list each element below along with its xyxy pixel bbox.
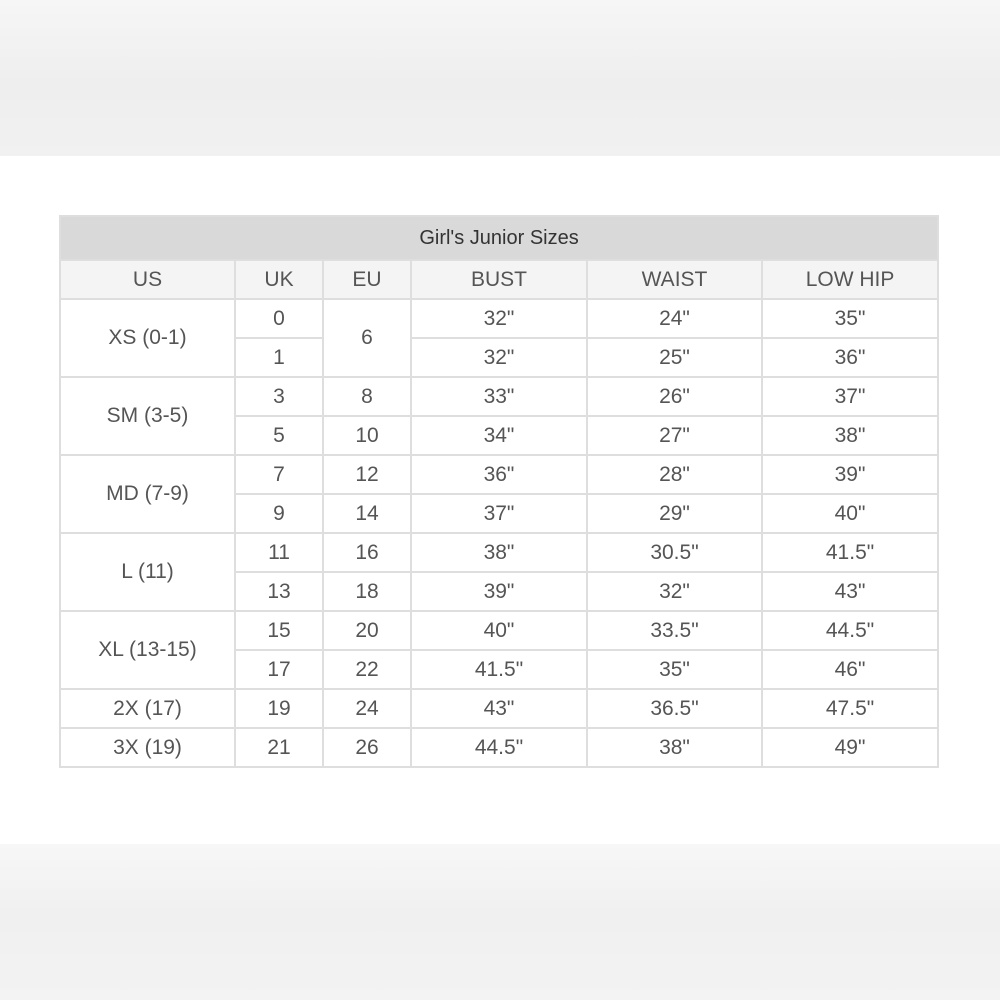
cell-uk: 7 — [235, 455, 323, 494]
cell-uk: 9 — [235, 494, 323, 533]
cell-eu: 24 — [323, 689, 411, 728]
cell-bust: 37" — [411, 494, 587, 533]
cell-eu: 10 — [323, 416, 411, 455]
table-title: Girl's Junior Sizes — [60, 216, 938, 260]
table-row — [60, 611, 938, 650]
cell-low-hip: 44.5" — [762, 611, 938, 650]
cell-waist: 38" — [587, 728, 762, 767]
cell-us: MD (7-9) — [60, 455, 235, 533]
cell-waist: 26" — [587, 377, 762, 416]
cell-us: 3X (19) — [60, 728, 235, 767]
table-title-row — [60, 216, 938, 260]
cell-uk: 15 — [235, 611, 323, 650]
table-row — [60, 533, 938, 572]
header-uk: UK — [235, 260, 323, 299]
header-us: US — [60, 260, 235, 299]
cell-bust: 43" — [411, 689, 587, 728]
cell-uk: 5 — [235, 416, 323, 455]
cell-bust: 34" — [411, 416, 587, 455]
cell-bust: 32" — [411, 299, 587, 338]
table-row — [60, 299, 938, 338]
cell-waist: 24" — [587, 299, 762, 338]
cell-low-hip: 39" — [762, 455, 938, 494]
cell-us: XS (0-1) — [60, 299, 235, 377]
cell-low-hip: 35" — [762, 299, 938, 338]
table-row — [60, 689, 938, 728]
cell-uk: 21 — [235, 728, 323, 767]
cell-bust: 32" — [411, 338, 587, 377]
cell-waist: 32" — [587, 572, 762, 611]
size-chart-table — [59, 215, 939, 768]
cell-bust: 39" — [411, 572, 587, 611]
header-bust: BUST — [411, 260, 587, 299]
cell-waist: 28" — [587, 455, 762, 494]
cell-waist: 25" — [587, 338, 762, 377]
cell-waist: 27" — [587, 416, 762, 455]
cell-us: SM (3-5) — [60, 377, 235, 455]
table-header-row — [60, 260, 938, 299]
header-low-hip: LOW HIP — [762, 260, 938, 299]
cell-uk: 13 — [235, 572, 323, 611]
cell-eu: 14 — [323, 494, 411, 533]
cell-eu: 22 — [323, 650, 411, 689]
table-row — [60, 455, 938, 494]
bottom-background-band — [0, 844, 1000, 1000]
cell-low-hip: 47.5" — [762, 689, 938, 728]
table-row — [60, 377, 938, 416]
table-row — [60, 728, 938, 767]
cell-us: XL (13-15) — [60, 611, 235, 689]
cell-low-hip: 40" — [762, 494, 938, 533]
cell-low-hip: 38" — [762, 416, 938, 455]
cell-waist: 29" — [587, 494, 762, 533]
cell-low-hip: 49" — [762, 728, 938, 767]
cell-uk: 0 — [235, 299, 323, 338]
header-waist: WAIST — [587, 260, 762, 299]
cell-low-hip: 37" — [762, 377, 938, 416]
cell-us: L (11) — [60, 533, 235, 611]
cell-low-hip: 36" — [762, 338, 938, 377]
cell-eu: 20 — [323, 611, 411, 650]
cell-uk: 1 — [235, 338, 323, 377]
cell-waist: 33.5" — [587, 611, 762, 650]
cell-waist: 36.5" — [587, 689, 762, 728]
cell-waist: 30.5" — [587, 533, 762, 572]
cell-low-hip: 43" — [762, 572, 938, 611]
cell-eu: 8 — [323, 377, 411, 416]
cell-low-hip: 46" — [762, 650, 938, 689]
cell-waist: 35" — [587, 650, 762, 689]
header-eu: EU — [323, 260, 411, 299]
cell-uk: 19 — [235, 689, 323, 728]
cell-eu: 6 — [323, 299, 411, 377]
cell-bust: 41.5" — [411, 650, 587, 689]
cell-eu: 18 — [323, 572, 411, 611]
cell-eu: 26 — [323, 728, 411, 767]
cell-bust: 40" — [411, 611, 587, 650]
cell-bust: 36" — [411, 455, 587, 494]
cell-uk: 3 — [235, 377, 323, 416]
cell-bust: 38" — [411, 533, 587, 572]
cell-bust: 44.5" — [411, 728, 587, 767]
cell-us: 2X (17) — [60, 689, 235, 728]
cell-low-hip: 41.5" — [762, 533, 938, 572]
cell-uk: 17 — [235, 650, 323, 689]
cell-uk: 11 — [235, 533, 323, 572]
top-background-band — [0, 0, 1000, 156]
cell-eu: 16 — [323, 533, 411, 572]
cell-bust: 33" — [411, 377, 587, 416]
cell-eu: 12 — [323, 455, 411, 494]
